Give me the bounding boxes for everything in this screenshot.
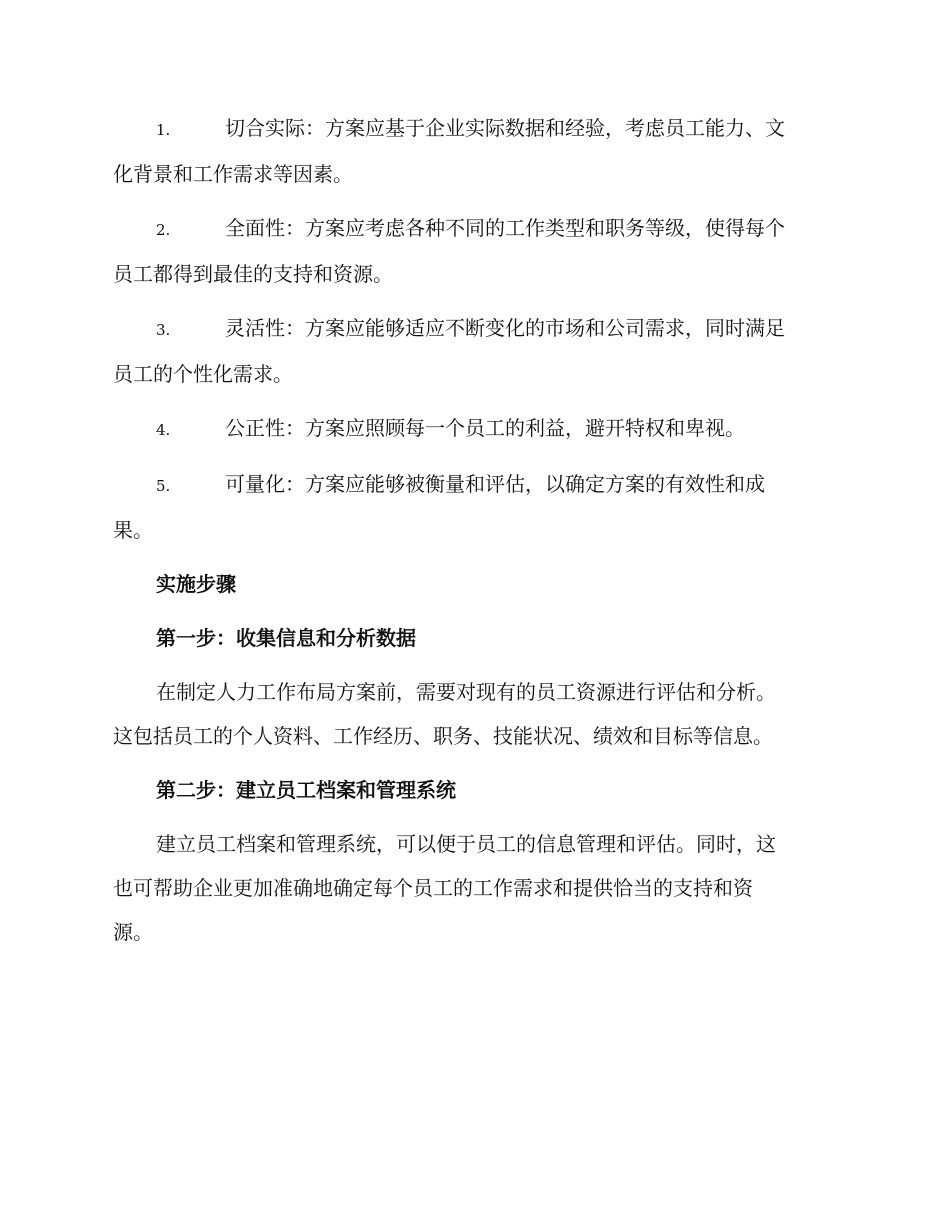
paragraph-line: 源。: [113, 920, 153, 944]
list-number: 1.: [156, 121, 171, 139]
document-content: [113, 106, 833, 964]
paragraph-line: 建立员工档案和管理系统，可以便于员工的信息管理和评估。同时，这: [156, 832, 776, 856]
paragraph-line: 在制定人力工作布局方案前，需要对现有的员工资源进行评估和分析。: [156, 680, 776, 704]
list-number: 5.: [156, 477, 171, 495]
paragraph-line: 这包括员工的个人资料、工作经历、职务、技能状况、绩效和目标等信息。: [113, 724, 773, 748]
list-text-line: 可量化：方案应能够被衡量和评估，以确定方案的有效性和成: [225, 472, 765, 496]
list-text-line: 化背景和工作需求等因素。: [113, 162, 353, 186]
section-heading: 实施步骤: [156, 572, 236, 596]
step-1-heading: 第一步：收集信息和分析数据: [156, 626, 416, 650]
paragraph-line: 也可帮助企业更加准确地确定每个员工的工作需求和提供恰当的支持和资: [113, 876, 753, 900]
list-text-line: 员工都得到最佳的支持和资源。: [113, 262, 393, 286]
list-number: 4.: [156, 421, 171, 439]
step-2-heading: 第二步：建立员工档案和管理系统: [156, 778, 456, 802]
list-text-line: 员工的个性化需求。: [113, 362, 293, 386]
list-text-line: 全面性：方案应考虑各种不同的工作类型和职务等级，使得每个: [225, 216, 785, 240]
list-item-2: [113, 206, 833, 296]
step-2-paragraph: [113, 822, 833, 954]
list-text-line: 灵活性：方案应能够适应不断变化的市场和公司需求，同时满足: [225, 316, 785, 340]
list-number: 3.: [156, 321, 171, 339]
list-text-line: 公正性：方案应照顾每一个员工的利益，避开特权和卑视。: [225, 416, 745, 440]
list-text-line: 果。: [113, 518, 153, 542]
list-number: 2.: [156, 221, 171, 239]
list-item-1: [113, 106, 833, 196]
list-item-3: [113, 306, 833, 396]
list-item-4: [113, 406, 833, 452]
list-text-line: 切合实际：方案应基于企业实际数据和经验，考虑员工能力、文: [225, 116, 785, 140]
step-1-paragraph: [113, 670, 833, 758]
list-item-5: [113, 462, 833, 552]
